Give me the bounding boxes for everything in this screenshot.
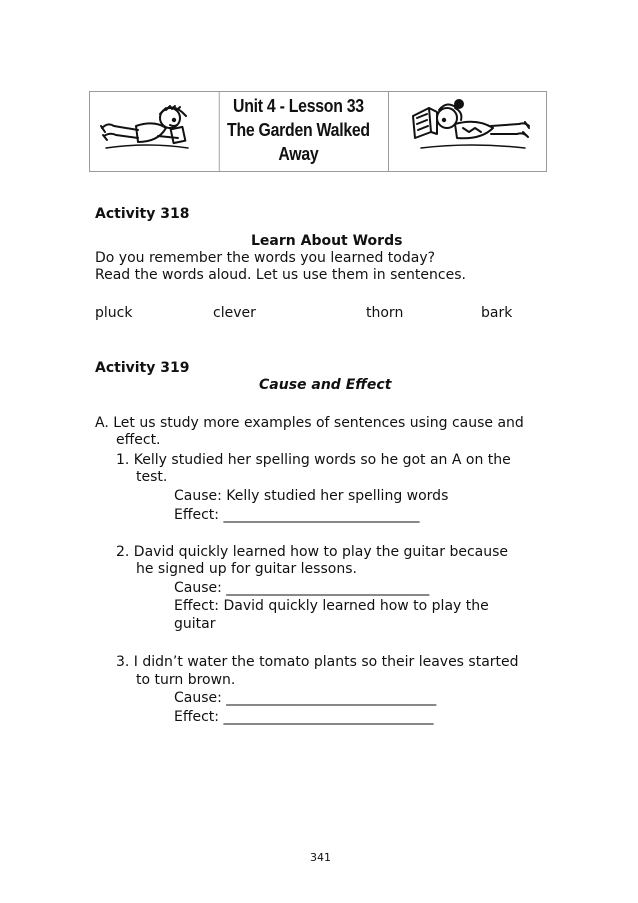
item-3-cause: Cause: ______________________________ [174,690,437,706]
vocab-word-2: clever [213,305,256,321]
item-1-cause: Cause: Kelly studied her spelling words [174,488,449,504]
activity-319-label: Activity 319 [95,360,190,376]
lesson-title-line-2: The Garden Walked [227,120,370,140]
lesson-title-line-1: Unit 4 - Lesson 33 [233,96,364,116]
girl-reading-illustration [407,98,535,158]
page-number: 341 [310,851,331,864]
header-left-cell [90,92,208,171]
item-2-effect-line-1: Effect: David quickly learned how to play the [174,598,489,614]
item-2-line-2: he signed up for guitar lessons. [136,561,357,577]
lesson-title [219,92,377,171]
item-1-line-2: test. [136,469,168,485]
activity-319-heading: Cause and Effect [259,377,392,393]
activity-318-heading: Learn About Words [251,233,403,249]
item-3-line-1: 3. I didn’t water the tomato plants so their leaves started [116,654,519,670]
item-2-cause: Cause: _____________________________ [174,580,430,596]
item-1-line-1: 1. Kelly studied her spelling words so he got an A on the [116,452,511,468]
vocab-word-3: thorn [366,305,404,321]
boy-reading-illustration [98,102,202,154]
item-2-effect-line-2: guitar [174,616,216,632]
item-3-line-2: to turn brown. [136,672,236,688]
item-1-effect: Effect: ____________________________ [174,507,420,523]
activity-318-line-1: Do you remember the words you learned today? [95,250,436,266]
instruction-a-line-2: effect. [116,432,161,448]
activity-318-label: Activity 318 [95,206,190,222]
instruction-a-line-1: A. Let us study more examples of sentences using cause and [95,415,524,431]
item-3-effect: Effect: ______________________________ [174,709,434,725]
header-right-cell [388,92,546,171]
item-2-line-1: 2. David quickly learned how to play the guitar because [116,544,509,560]
lesson-title-line-3: Away [278,144,319,164]
vocab-word-4: bark [481,305,513,321]
vocab-word-1: pluck [95,305,133,321]
lesson-header-table [89,91,547,172]
activity-318-line-2: Read the words aloud. Let us use them in sentences. [95,267,466,283]
